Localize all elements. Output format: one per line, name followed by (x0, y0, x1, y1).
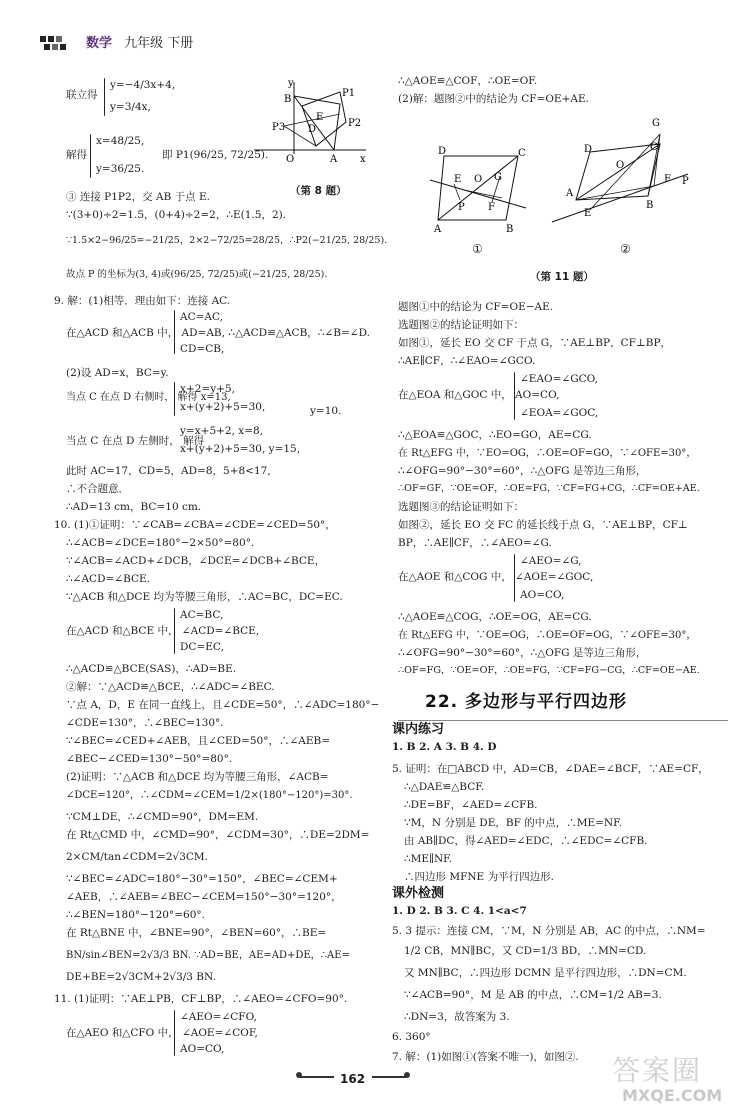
outclass-line: ∴DN=3，故答案为 3. (404, 1011, 510, 1023)
left-line: x+(y+2)+5=30, (180, 401, 266, 413)
left-line: 当点 C 在点 D 右侧时， 解得 x=13, (66, 392, 231, 403)
fig11a-label-o: O (474, 174, 483, 185)
right-line: ∠AEO=∠G, (520, 555, 582, 567)
watermark-url: MXQE.COM (622, 1086, 723, 1105)
brace (104, 78, 105, 116)
left-line: 9. 解：(1)相等．理由如下：连接 AC. (54, 295, 231, 307)
left-line: 当点 C 在点 D 左侧时， 解得 (66, 435, 205, 447)
left-line: ②解：∵△ACD≌△BCE，∴∠ADC=∠BEC. (66, 681, 275, 693)
right-line: BP，∴AE∥CF，∴∠AEO=∠G. (398, 537, 552, 549)
left-line: ∠CDE=130°，∴∠BEC=130°. (66, 717, 224, 729)
section-title: 22. 多边形与平行四边形 (425, 692, 628, 712)
fig11b-label-e: E (584, 208, 592, 219)
left-line: ∵(3+0)÷2=1.5，(0+4)÷2=2，∴E(1.5，2). (66, 209, 287, 221)
right-line: 在 Rt△EFG 中，∵OE=OG，∴OE=OF=OG，∵∠OFE=30°， (398, 630, 697, 641)
fig11b-label-a: A (566, 188, 574, 199)
inclass-answers: 1. B 2. A 3. B 4. D (392, 741, 497, 753)
left-line: ∵∠BEC=∠CED+∠AEB，且∠CED=50°，∴∠AEB= (66, 735, 331, 747)
left-line: x+(y+2)+5=30, y=15, (180, 443, 301, 455)
right-line: ∠EAO=∠GCO, (520, 373, 599, 385)
fig8-label-p1: P1 (342, 88, 356, 99)
right-line: ∴△EOA≌△GOC，∴EO=GO，AE=CG. (398, 429, 592, 441)
left-line: 在△ACD 和△BCE 中， ∠ACD=∠BCE, (66, 625, 260, 637)
inclass-line: ∵M，N 分别是 DE，BF 的中点，∴ME=NF. (404, 817, 623, 829)
fig11a-label-g: G (494, 172, 502, 183)
figure-11-diagram-1 (430, 146, 530, 236)
fig8-label-e: E (316, 112, 324, 123)
right-line: AO=CO, (520, 589, 565, 601)
fig8-label-p3: P3 (272, 122, 286, 133)
right-line: (2)解：题图②中的结论为 CF=OE+AE. (398, 93, 589, 105)
left-line: 此时 AC=17，CD=5，AD=8，5+8<17, (66, 465, 271, 477)
inclass-heading: 课内练习 (392, 722, 445, 737)
left-line: ∵△ACB 和△DCE 均为等腰三角形，∴AC=BC，DC=EC. (66, 591, 343, 603)
fig11b-label-o: O (616, 160, 625, 171)
fig11b-label-g: G (652, 118, 660, 129)
left-line: 解得 (66, 149, 87, 161)
left-line: 在 Rt△CMD 中，∠CMD=90°，∠CDM=30°，∴DE=2DM= (66, 829, 370, 841)
left-line: ∵CM⊥DE，∴∠CMD=90°，DM=EM. (66, 811, 259, 823)
fig8-label-o: O (286, 154, 295, 165)
left-line: x+2=y+5, (180, 383, 235, 395)
inclass-line: ∴四边形 MFNE 为平行四边形. (404, 871, 554, 883)
fig11a-label-f: F (488, 202, 495, 213)
fig11a-label-e: E (454, 174, 462, 185)
left-line: 即 P1(96/25, 72/25). (162, 149, 269, 161)
left-line: ∴∠ACB=∠DCE=180°−2×50°=80°. (66, 537, 255, 549)
left-line: ∠BEC−∠CED=130°−50°=80°. (66, 753, 233, 765)
footer-ornament (404, 1072, 410, 1078)
right-line: ∴OF=FG，∵OE=OF，∴OE=FG，∵CF=FG−CG，∴CF=OE−AE. (398, 665, 700, 676)
right-line: ∴∠OFG=90°−30°=60°，∴△OFG 是等边三角形， (398, 465, 647, 477)
left-line: 故点 P 的坐标为(3, 4)或(96/25, 72/25)或(−21/25, 28/25). (66, 269, 328, 280)
inclass-line: ∴DE=BF，∠AED=∠CFB. (404, 799, 538, 811)
left-line: 在 Rt△BNE 中，∠BNE=90°，∠BEN=60°，∴BE= (66, 927, 327, 939)
right-line: 如图②，延长 EO 交 FC 的延长线于点 G，∵AE⊥BP，CF⊥ (398, 519, 688, 531)
left-line: 10. (1)①证明：∵∠CAB=∠CBA=∠CDE=∠CED=50°， (54, 519, 336, 531)
left-line: 11. (1)证明：∵AE⊥PB，CF⊥BP，∴∠AEO=∠CFO=90°. (54, 993, 348, 1005)
figure-11-diagram-2 (550, 116, 700, 228)
fig8-label-a: A (330, 154, 338, 165)
outclass-line: 又 MN∥BC，∴四边形 DCMN 是平行四边形，∴DN=CM. (404, 967, 687, 979)
left-line: (2)证明：∵△ACB 和△DCE 均为等腰三角形，∠ACB= (66, 771, 329, 783)
left-line: ③ 连接 P1P2，交 AB 于点 E. (66, 191, 210, 203)
inclass-line: ∴ME∥NF. (404, 853, 453, 865)
right-line: 题图①中的结论为 CF=OE−AE. (398, 301, 554, 313)
fig11b-label-c: C (650, 142, 658, 153)
left-line: 在△AEO 和△CFO 中， ∠AOE=∠COF, (66, 1027, 258, 1039)
outclass-line: 5. 3 提示：连接 CM，∵M，N 分别是 AB，AC 的中点，∴NM= (392, 925, 706, 937)
left-line: DE+BE=2√3CM+2√3/3 BN. (66, 971, 216, 983)
left-line: 联立得 (66, 89, 98, 101)
left-line: ∵∠ACB=∠ACD+∠DCB，∠DCE=∠DCB+∠BCE， (66, 555, 326, 567)
left-line: ∠DCE=120°，∴∠CDM=∠CEM=1/2×(180°−120°)=30°. (66, 790, 353, 801)
left-line: CD=CB, (180, 343, 225, 355)
watermark-logo: 答案圈 (612, 1054, 703, 1087)
right-line: 选题图③的结论证明如下： (398, 501, 524, 513)
left-line: 2×CM/tan∠CDM=2√3CM. (66, 851, 209, 863)
header-title (86, 34, 193, 54)
left-line: (2)设 AD=x，BC=y. (66, 367, 169, 379)
left-line: BN/sin∠BEN=2√3/3 BN. ∵AD=BE，AE=AD+DE，∴AE= (66, 950, 350, 961)
right-line: 在 Rt△EFG 中，∵EO=OG，∴OE=OF=GO，∵∠OFE=30°， (398, 448, 697, 459)
right-line: ∴OF=GF，∵OE=OF，∴OE=FG，∵CF=FG+CG，∴CF=OE+AE. (398, 483, 700, 494)
fig8-label-x: x (360, 154, 366, 165)
fig11a-label-b: B (506, 224, 514, 235)
right-line: ∴△AOE≌△COG，∴OE=OG，AE=CG. (398, 611, 592, 623)
figure-11-caption: （第 11 题） (530, 271, 594, 283)
right-line: 在△AOE 和△COG 中， ∠AOE=∠GOC, (398, 571, 594, 583)
brace (90, 134, 91, 178)
figure-11-label-1: ① (472, 242, 483, 256)
fig11a-label-d: D (438, 146, 447, 157)
left-line: ∵∠BEC=∠ADC=180°−30°=150°，∠BEC=∠CEM+ (66, 873, 338, 885)
fig8-label-y: y (288, 78, 294, 89)
fig11b-label-p: P (682, 176, 689, 187)
figure-8-diagram (254, 74, 374, 174)
left-line: y=36/25. (96, 163, 145, 175)
right-line: 选题图②的结论证明如下： (398, 319, 524, 331)
footer-ornament (296, 1072, 302, 1078)
fig11a-label-p: P (458, 202, 465, 213)
left-line: ∴∠BEN=180°−120°=60°. (66, 909, 205, 921)
inclass-line: 由 AB∥DC，得∠AED=∠EDC，∴∠EDC=∠CFB. (404, 835, 648, 847)
left-line: DC=EC, (180, 641, 224, 653)
left-line: ∵点 A，D，E 在同一直线上，且∠CDE=50°，∴∠ADC=180°− (66, 699, 380, 711)
outclass-line: 7. 解：(1)如图①(答案不唯一)，如图②. (392, 1051, 579, 1063)
left-line: y=10. (310, 405, 342, 417)
right-line: 如图①，延长 EO 交 CF 于点 G，∵AE⊥BP，CF⊥BP， (398, 337, 672, 349)
fig8-label-p2: P2 (348, 118, 362, 129)
right-line: ∴∠OFG=90°−30°=60°，∴△OFG 是等边三角形， (398, 647, 647, 659)
inclass-line: ∴△DAE≌△BCF. (404, 781, 485, 793)
left-line: x=48/25, (96, 135, 145, 147)
fig11b-label-f: F (664, 174, 671, 185)
left-line: ∴∠ACD=∠BCE. (66, 573, 151, 585)
footer-ornament (300, 1076, 334, 1078)
left-line: 在△ACD 和△ACB 中， AD=AB, ∴△ACD≌△ACB，∴∠B=∠D. (66, 327, 370, 339)
outclass-answers: 1. D 2. B 3. C 4. 1<a<7 (392, 905, 527, 917)
left-line: ∠AEO=∠CFO, (180, 1011, 257, 1023)
left-line: ∴不合题意． (66, 483, 129, 495)
left-line: y=x+5+2, x=8, (180, 425, 264, 437)
left-line: y=−4/3x+4, (110, 79, 176, 91)
left-line: AC=BC, (180, 609, 224, 621)
section-divider (398, 720, 728, 721)
left-line: AC=AC, (180, 311, 223, 323)
logo-icon (40, 36, 72, 52)
header-subject: 数学 (86, 36, 113, 51)
fig8-label-b: B (284, 94, 292, 105)
left-line: ∵1.5×2−96/25=−21/25，2×2−72/25=28/25，∴P2(−21/25, 28/25). (66, 235, 388, 246)
right-line: ∠EOA=∠GOC, (520, 407, 599, 419)
outclass-line: ∵∠ACB=90°，M 是 AB 的中点，∴CM=1/2 AB=3. (404, 989, 662, 1001)
outclass-line: 6. 360° (392, 1031, 431, 1043)
figure-8-caption: （第 8 题） (290, 185, 347, 197)
page-number: 162 (340, 1072, 366, 1086)
left-line: ∠AEB，∴∠AEB=∠BEC−∠CEM=150°−30°=120°， (66, 891, 342, 903)
fig11b-label-d: D (584, 144, 593, 155)
figure-11-label-2: ② (620, 242, 631, 256)
left-line: ∴△ACD≌△BCE(SAS)，∴AD=BE. (66, 663, 237, 675)
footer-ornament (372, 1076, 406, 1078)
inclass-line: 5. 证明：在□ABCD 中，AD=CB，∠DAE=∠BCF，∵AE=CF， (392, 763, 709, 775)
outclass-heading: 课外检测 (392, 886, 445, 901)
right-line: 在△EOA 和△GOC 中， AO=CO, (398, 389, 560, 401)
fig8-label-d: D (308, 124, 317, 135)
outclass-line: 1/2 CB，MN∥BC，又 CD=1/3 BD，∴MN=CD. (404, 945, 647, 957)
left-line: y=3/4x, (110, 101, 151, 113)
right-line: ∴AE∥CF，∴∠EAO=∠GCO. (398, 355, 536, 367)
left-line: ∴AD=13 cm，BC=10 cm. (66, 501, 202, 513)
fig11a-label-a: A (434, 224, 442, 235)
left-line: AO=CO, (180, 1043, 225, 1055)
fig11b-label-b: B (646, 200, 654, 211)
right-line: ∴△AOE≌△COF，∴OE=OF. (398, 75, 538, 87)
header-grade: 九年级 下册 (124, 36, 194, 51)
fig11a-label-c: C (518, 148, 526, 159)
